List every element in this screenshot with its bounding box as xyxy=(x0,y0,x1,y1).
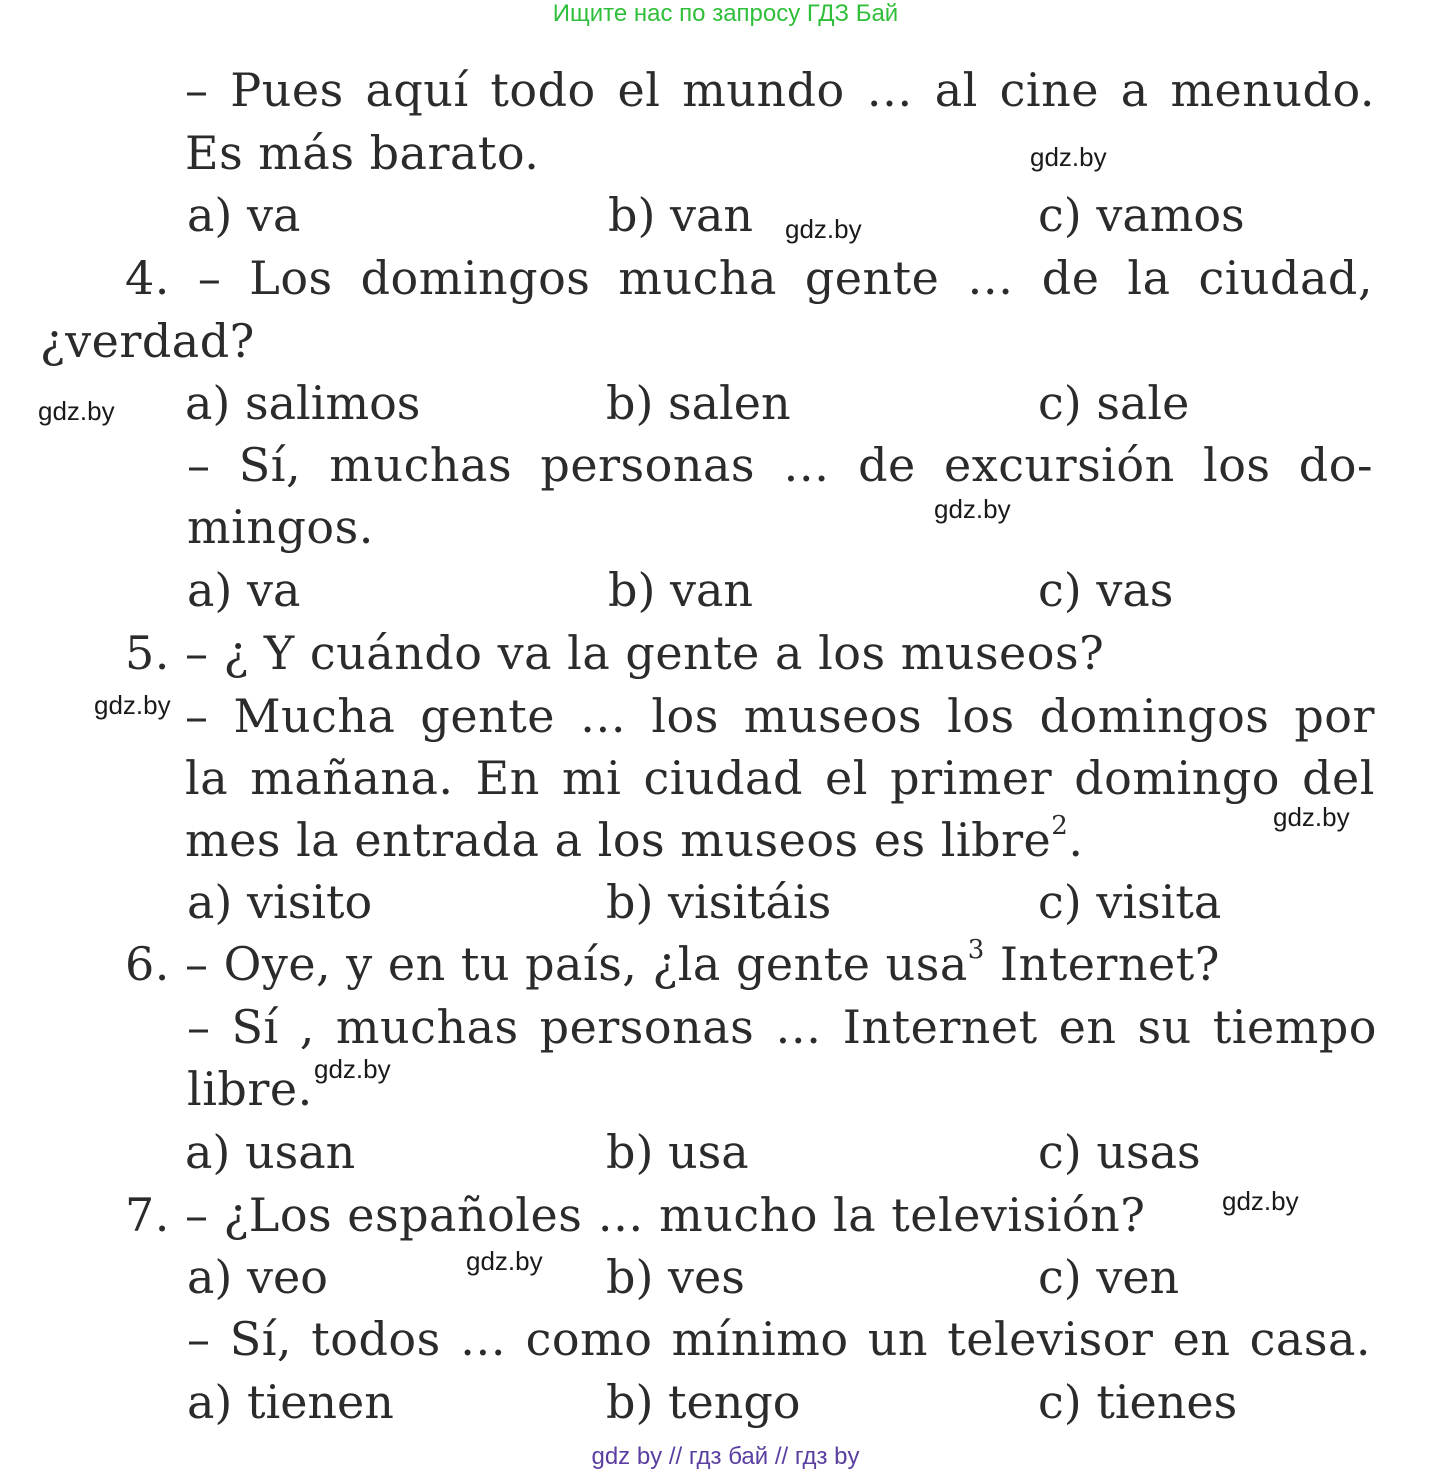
q6-option-b: b) usa xyxy=(606,1125,749,1179)
q4-option2-b: b) van xyxy=(608,563,754,617)
q7-option2-a: a) tienen xyxy=(187,1375,394,1429)
watermark: gdz.by xyxy=(314,1054,391,1084)
q3-option-b: b) van xyxy=(608,188,754,242)
footnote-mark-3: 3 xyxy=(967,935,985,965)
q7-line-2: – Sí, todos … como mínimo un televisor en casa. xyxy=(187,1312,1371,1366)
q5-line-1: 5. – ¿ Y cuándo va la gente a los museos? xyxy=(125,626,1105,680)
q7-option2-b: b) tengo xyxy=(606,1375,801,1429)
q6-line-2: – Sí , muchas personas … Internet en su tiempo xyxy=(187,1000,1377,1054)
q4-option-b: b) salen xyxy=(606,376,791,430)
q5-option-b: b) visitáis xyxy=(606,875,832,929)
q5-line-2: – Mucha gente … los museos los domingos por xyxy=(185,689,1375,743)
footer-banner: gdz by // гдз бай // гдз by xyxy=(591,1443,860,1470)
q7-option-b: b) ves xyxy=(606,1250,745,1304)
footnote-mark-2: 2 xyxy=(1051,811,1069,841)
q4-option2-a: a) va xyxy=(187,563,301,617)
q7-line-1: 7. – ¿Los españoles … mucho la televisión? xyxy=(125,1188,1146,1242)
q7-option2-c: c) tienes xyxy=(1038,1375,1238,1429)
q5-option-c: c) visita xyxy=(1038,875,1222,929)
header-banner: Ищите нас по запросу ГДЗ Бай xyxy=(552,0,899,27)
watermark: gdz.by xyxy=(466,1246,543,1276)
q6-line-3: libre. xyxy=(187,1062,313,1116)
q7-option-c: c) ven xyxy=(1038,1250,1180,1304)
watermark: gdz.by xyxy=(94,690,171,720)
q3-line-2: Es más barato. xyxy=(185,126,540,180)
q6-line-1-text: 6. – Oye, y en tu país, ¿la gente usa xyxy=(125,937,968,991)
q4-line-1: 4. – Los domingos mucha gente … de la ciudad, xyxy=(125,251,1373,305)
q5-option-a: a) visito xyxy=(187,875,373,929)
q4-line-2: ¿verdad? xyxy=(40,314,255,368)
watermark: gdz.by xyxy=(1273,802,1350,832)
watermark: gdz.by xyxy=(934,494,1011,524)
q4-option-c: c) sale xyxy=(1038,376,1190,430)
watermark: gdz.by xyxy=(1030,142,1107,172)
q6-option-c: c) usas xyxy=(1038,1125,1201,1179)
q6-line-1 xyxy=(125,934,1220,994)
q4-line-3: – Sí, muchas personas … de excursión los do- xyxy=(187,438,1373,492)
watermark: gdz.by xyxy=(1222,1186,1299,1216)
q6-option-a: a) usan xyxy=(185,1125,356,1179)
q5-line-4 xyxy=(185,810,1083,870)
q3-option-c: c) vamos xyxy=(1038,188,1245,242)
q5-line-4-text: mes la entrada a los museos es libre xyxy=(185,813,1052,867)
watermark: gdz.by xyxy=(785,214,862,244)
q4-option2-c: c) vas xyxy=(1038,563,1174,617)
q3-option-a: a) va xyxy=(187,188,301,242)
q4-option-a: a) salimos xyxy=(185,376,421,430)
q7-option-a: a) veo xyxy=(187,1250,328,1304)
q4-line-4: mingos. xyxy=(187,500,374,554)
q3-line-1: – Pues aquí todo el mundo … al cine a menudo. xyxy=(185,63,1375,117)
q5-line-4-end: . xyxy=(1068,813,1084,867)
watermark: gdz.by xyxy=(38,396,115,426)
q6-line-1-end: Internet? xyxy=(984,937,1220,991)
q5-line-3: la mañana. En mi ciudad el primer domingo del xyxy=(185,751,1375,805)
